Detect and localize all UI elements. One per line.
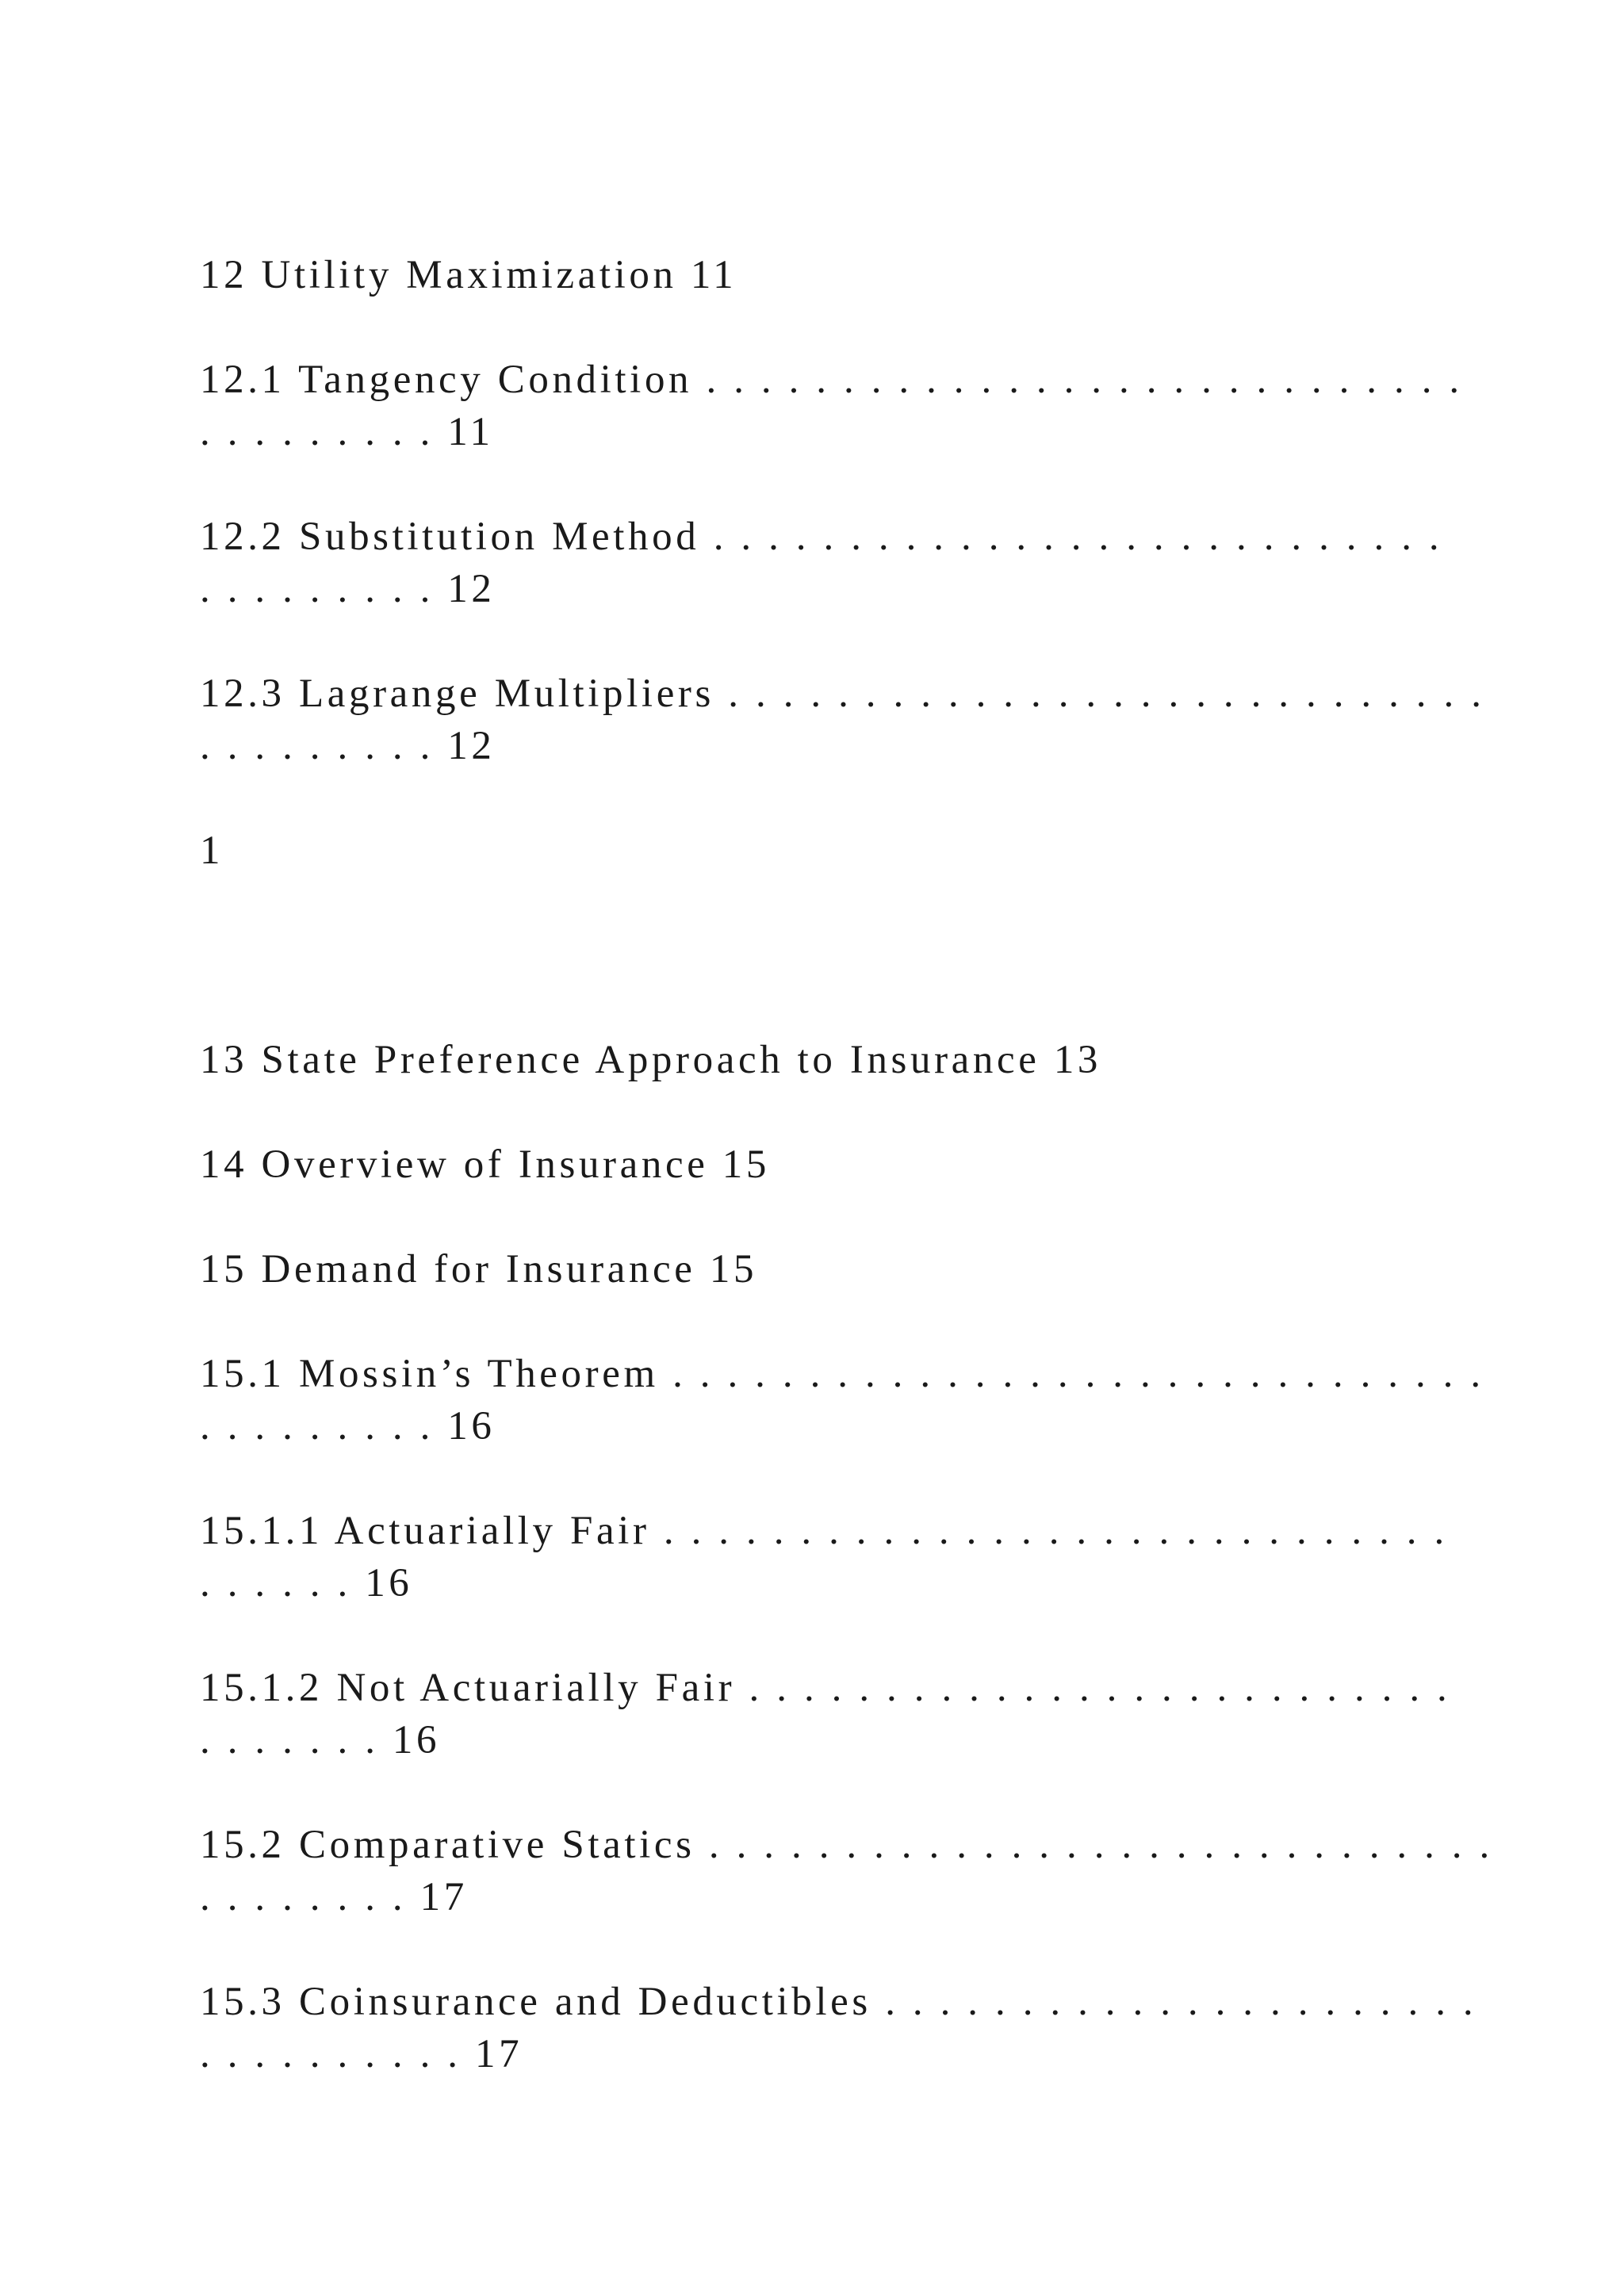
page-number: 1 (200, 828, 224, 873)
toc-entry-15-2-page: . . . . . . . . 17 (200, 1875, 468, 1919)
toc-entry-13-title: 13 State Preference Approach to Insurance 13 (200, 1038, 1102, 1082)
toc-entry-12-title: 12 Utility Maximization 11 (200, 253, 737, 297)
toc-entry-15-1-1-page: . . . . . . 16 (200, 1561, 413, 1605)
toc-entry-12-1-page: . . . . . . . . . 11 (200, 410, 494, 454)
toc-entry-15-1-2-page: . . . . . . . 16 (200, 1718, 441, 1762)
toc-entry-14-title: 14 Overview of Insurance 15 (200, 1142, 770, 1187)
toc-entry-12-2-title: 12.2 Substitution Method . . . . . . . . . . . . . . . . . . . . . . . . . . . (200, 515, 1443, 559)
toc-entry-12-3-page: . . . . . . . . . 12 (200, 724, 496, 768)
toc-entry-12-3-title: 12.3 Lagrange Multipliers . . . . . . . . . . . . . . . . . . . . . . . . . . . . (200, 672, 1485, 716)
toc-entry-15-1-page: . . . . . . . . . 16 (200, 1404, 496, 1448)
toc-entry-15-1-title: 15.1 Mossin’s Theorem . . . . . . . . . . . . . . . . . . . . . . . . . . . . . . (200, 1352, 1484, 1396)
toc-entry-15-3-title: 15.3 Coinsurance and Deductibles . . . . . . . . . . . . . . . . . . . . . . (200, 1980, 1477, 2024)
toc-entry-15-title: 15 Demand for Insurance 15 (200, 1247, 758, 1292)
toc-entry-15-2-title: 15.2 Comparative Statics . . . . . . . . . . . . . . . . . . . . . . . . . . . . . (200, 1823, 1493, 1867)
toc-entry-15-3-page: . . . . . . . . . . 17 (200, 2032, 523, 2076)
toc-entry-12-2-page: . . . . . . . . . 12 (200, 567, 496, 611)
toc-entry-15-1-1-title: 15.1.1 Actuarially Fair . . . . . . . . . . . . . . . . . . . . . . . . . . . . . (200, 1509, 1448, 1553)
toc-entry-15-1-2-title: 15.1.2 Not Actuarially Fair . . . . . . . . . . . . . . . . . . . . . . . . . . (200, 1666, 1451, 1710)
toc-entry-12-1-title: 12.1 Tangency Condition . . . . . . . . . . . . . . . . . . . . . . . . . . . . (200, 358, 1463, 402)
